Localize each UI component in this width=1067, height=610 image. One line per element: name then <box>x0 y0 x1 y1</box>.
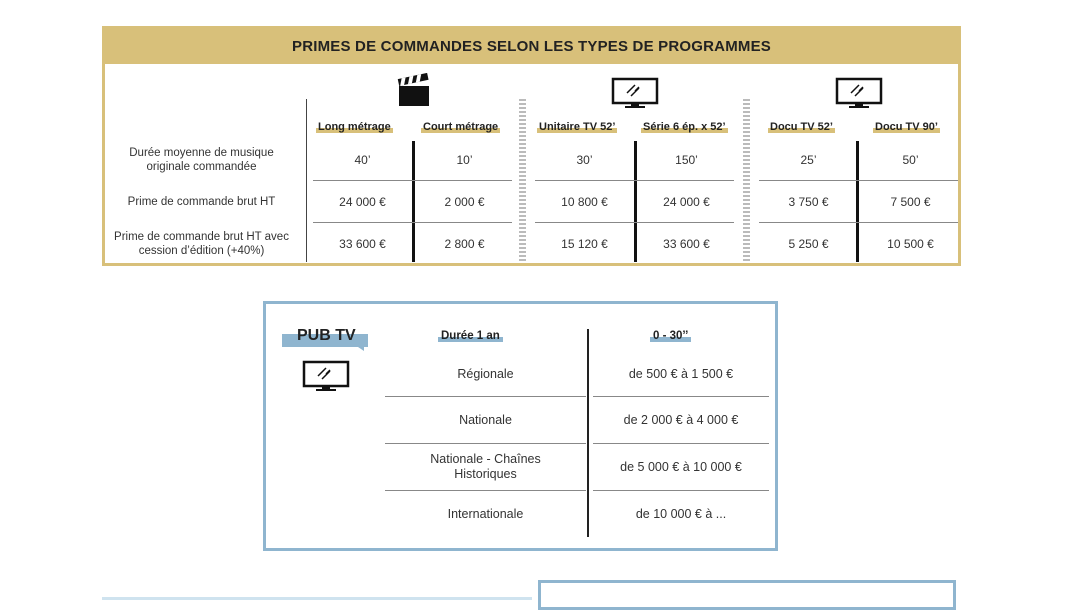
row-divider <box>313 180 512 181</box>
table-cell: 2 800 € <box>444 237 485 251</box>
row-label-duree: Durée moyenne de musique originale commandée <box>129 147 274 173</box>
row-divider <box>535 222 734 223</box>
row-label-prime-edition: Prime de commande brut HT avec cession d’édition (+40%) <box>114 231 289 257</box>
table-cell: 150’ <box>675 153 698 167</box>
table-cell: 10 800 € <box>561 195 608 209</box>
row-divider <box>593 490 769 491</box>
column-header-court-metrage: Court métrage <box>423 121 499 133</box>
column-divider <box>587 329 589 537</box>
row-label-nationale-historiques: Nationale - Chaînes Historiques <box>430 452 541 481</box>
tv-icon <box>611 77 659 109</box>
table-cell: 10’ <box>456 153 473 167</box>
row-label-prime: Prime de commande brut HT <box>127 196 276 208</box>
row-label-divider <box>306 99 307 262</box>
tv-icon <box>302 360 350 392</box>
table-cell: 33 600 € <box>339 237 386 251</box>
commission-table <box>102 26 961 266</box>
table-cell: 25’ <box>800 153 817 167</box>
table-cell: 2 000 € <box>444 195 485 209</box>
pub-tv-tag <box>282 328 370 352</box>
next-section-box <box>538 580 956 610</box>
row-label-nationale: Nationale <box>459 412 512 427</box>
price-internationale: de 10 000 € à ... <box>635 506 727 521</box>
column-header-serie: Série 6 ép. x 52’ <box>643 121 726 133</box>
table-cell: 10 500 € <box>887 237 934 251</box>
row-divider <box>385 490 586 491</box>
price-regionale: de 500 € à 1 500 € <box>628 366 734 381</box>
table-cell: 24 000 € <box>339 195 386 209</box>
row-divider <box>385 396 586 397</box>
column-header-unitaire-tv: Unitaire TV 52’ <box>539 121 616 133</box>
table-cell: 5 250 € <box>788 237 829 251</box>
column-header-long-metrage: Long métrage <box>318 121 391 133</box>
row-label-regionale: Régionale <box>457 366 514 381</box>
row-divider <box>593 396 769 397</box>
table-cell: 30’ <box>576 153 593 167</box>
table-cell: 50’ <box>902 153 919 167</box>
row-label-internationale: Internationale <box>447 506 524 521</box>
pub-tv-table <box>263 301 778 551</box>
column-header-docu-90: Docu TV 90’ <box>875 121 938 133</box>
table-cell: 15 120 € <box>561 237 608 251</box>
tv-icon <box>835 77 883 109</box>
row-divider <box>759 222 958 223</box>
table-cell: 40’ <box>354 153 371 167</box>
column-header-duree: Durée 1 an <box>438 330 503 342</box>
row-divider <box>385 443 586 444</box>
table-cell: 24 000 € <box>663 195 710 209</box>
price-nationale-historiques: de 5 000 € à 10 000 € <box>620 459 742 474</box>
row-divider <box>759 180 958 181</box>
table-cell: 33 600 € <box>663 237 710 251</box>
group-divider <box>519 99 526 262</box>
clapperboard-icon <box>397 73 431 107</box>
table-cell: 3 750 € <box>788 195 829 209</box>
row-divider <box>593 443 769 444</box>
column-header-docu-52: Docu TV 52’ <box>770 121 833 133</box>
table-cell: 7 500 € <box>890 195 931 209</box>
table-title: PRIMES DE COMMANDES SELON LES TYPES DE PROGRAMMES <box>105 29 958 64</box>
column-header-duree-spot: 0 - 30’’ <box>650 330 691 342</box>
row-divider <box>313 222 512 223</box>
price-nationale: de 2 000 € à 4 000 € <box>623 412 739 427</box>
row-divider <box>535 180 734 181</box>
pub-tv-label: PUB TV <box>297 327 356 344</box>
group-divider <box>743 99 750 262</box>
